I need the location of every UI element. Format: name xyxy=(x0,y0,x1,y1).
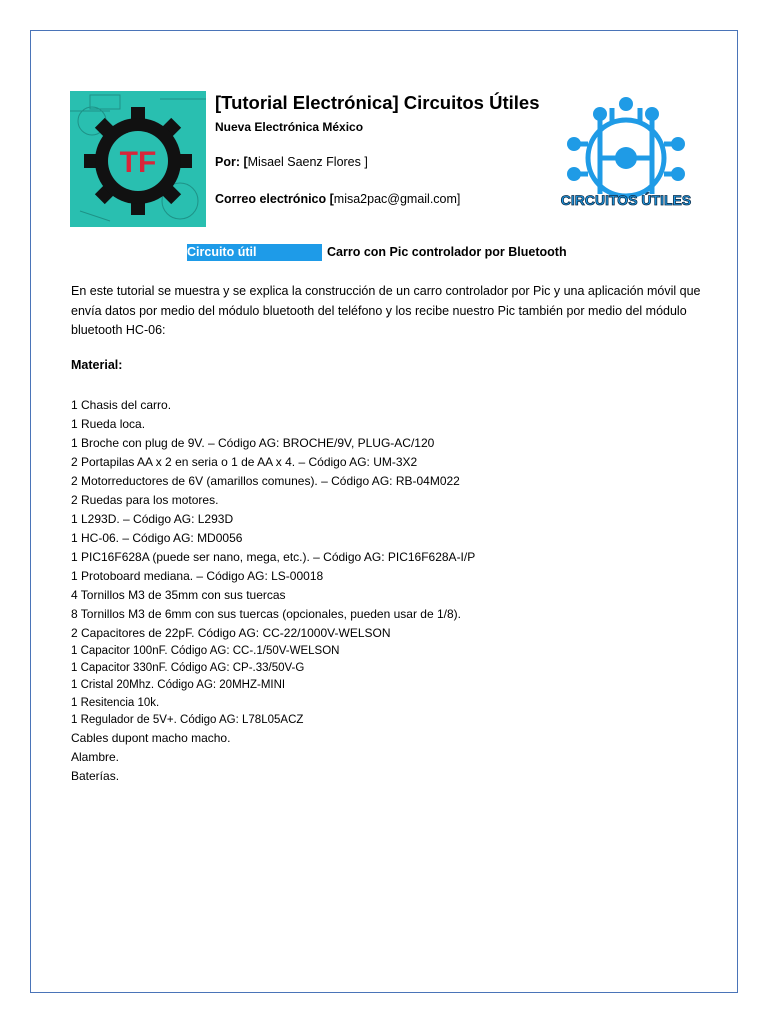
material-item: 1 Capacitor 330nF. Código AG: CP-.33/50V-G xyxy=(71,662,305,675)
intro-paragraph: En este tutorial se muestra y se explica la construcción de un carro controlador por Pic y una aplicación móvil que envía datos por medio del módulo bluetooth del teléfono y los recibe nuestro Pic también por medio del módulo bluetooth HC-06: xyxy=(71,284,701,337)
material-list xyxy=(71,396,475,786)
material-item: 2 Motorreductores de 6V (amarillos comunes). – Código AG: RB-04M022 xyxy=(71,474,460,488)
svg-text:CIRCUITOS ÚTILES: CIRCUITOS ÚTILES xyxy=(560,192,692,208)
tutorial-logo-image xyxy=(70,91,206,227)
material-item: Cables dupont macho macho. xyxy=(71,730,231,745)
material-item: 1 PIC16F628A (puede ser nano, mega, etc.). – Código AG: PIC16F628A-I/P xyxy=(71,550,476,564)
circuit-tag: Circuito útil xyxy=(187,244,322,261)
material-item: 4 Tornillos M3 de 35mm con sus tuercas xyxy=(71,588,286,602)
author-label: Por: [ xyxy=(215,155,248,169)
material-item: 1 HC-06. – Código AG: MD0056 xyxy=(71,531,243,545)
material-item: 2 Portapilas AA x 2 en seria o 1 de AA x 4. – Código AG: UM-3X2 xyxy=(71,455,418,469)
circuitos-utiles-logo xyxy=(560,94,696,222)
organization: Nueva Electrónica México xyxy=(215,120,364,134)
material-item: 1 Capacitor 100nF. Código AG: CC-.1/50V-WELSON xyxy=(71,645,340,657)
email-label: Correo electrónico [ xyxy=(215,192,334,206)
material-item: Baterías. xyxy=(71,768,120,783)
material-item: 1 Resitencia 10k. xyxy=(71,696,160,709)
material-item: 2 Ruedas para los motores. xyxy=(71,493,219,507)
material-item: Alambre. xyxy=(71,749,120,764)
project-subtitle: Carro con Pic controlador por Bluetooth xyxy=(327,245,567,259)
material-item: 2 Capacitores de 22pF. Código AG: CC-22/1000V-WELSON xyxy=(71,626,391,640)
material-heading: Material: xyxy=(71,358,123,372)
svg-text:TF: TF xyxy=(119,146,157,179)
email-line xyxy=(215,192,460,206)
author-name: Misael Saenz Flores ] xyxy=(247,155,368,169)
material-item: 1 Chasis del carro. xyxy=(71,398,172,412)
email-value: misa2pac@gmail.com] xyxy=(333,192,461,206)
material-item: 1 Rueda loca. xyxy=(71,417,146,431)
material-item: 1 Regulador de 5V+. Código AG: L78L05ACZ xyxy=(71,713,304,726)
material-item: 1 Broche con plug de 9V. – Código AG: BROCHE/9V, PLUG-AC/120 xyxy=(71,436,435,450)
author-line xyxy=(215,155,368,169)
material-item: 1 Cristal 20Mhz. Código AG: 20MHZ-MINI xyxy=(71,679,286,692)
material-item: 8 Tornillos M3 de 6mm con sus tuercas (opcionales, pueden usar de 1/8). xyxy=(71,607,461,621)
material-item: 1 Protoboard mediana. – Código AG: LS-00018 xyxy=(71,569,324,583)
material-item: 1 L293D. – Código AG: L293D xyxy=(71,512,234,526)
document-title: [Tutorial Electrónica] Circuitos Útiles xyxy=(215,92,540,113)
